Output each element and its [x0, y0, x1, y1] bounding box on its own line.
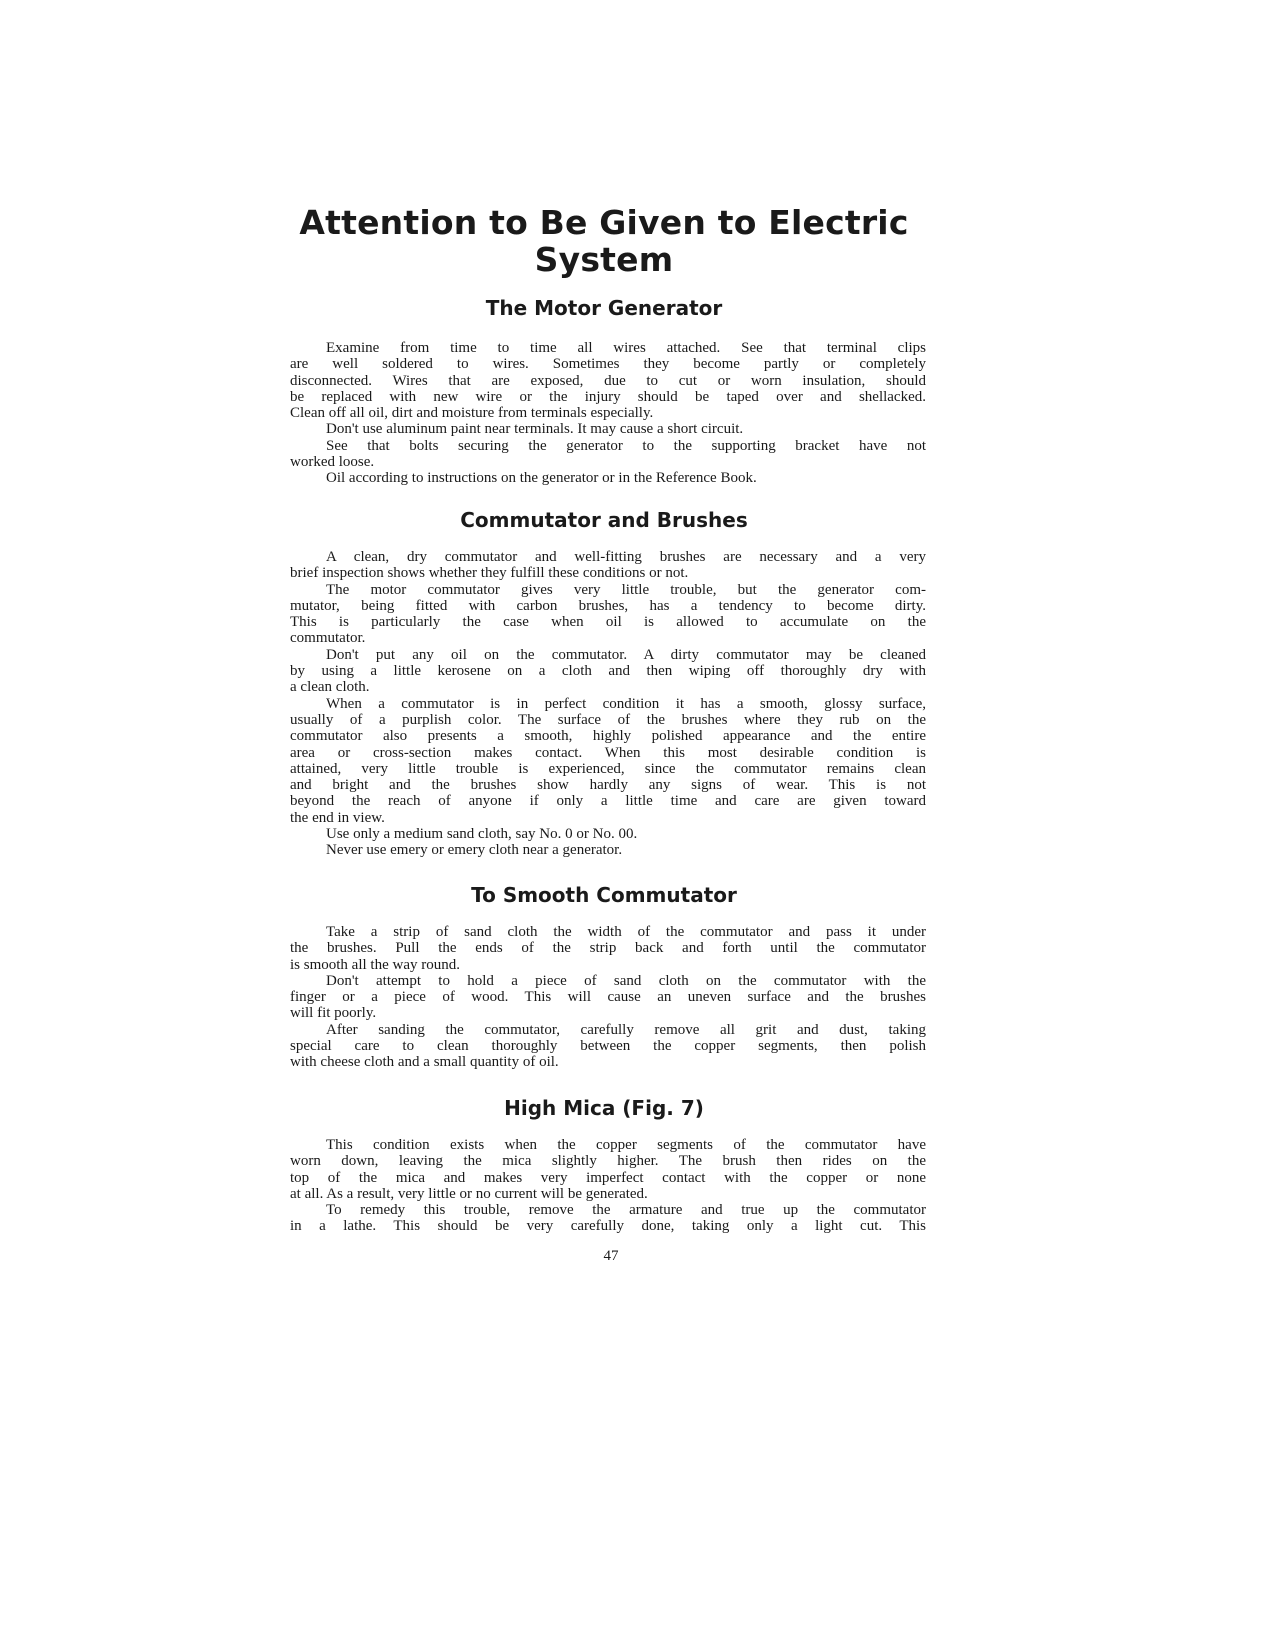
text-line: will fit poorly.: [290, 1005, 377, 1022]
paragraph: [290, 549, 926, 582]
paragraph: [290, 826, 926, 842]
text-line: mutator, being fitted with carbon brushes, has a tendency to become dirty.: [290, 597, 926, 614]
text-line: Never use emery or emery cloth near a generator.: [326, 842, 623, 859]
text-line: attained, very little trouble is experienced, since the commutator remains clean: [290, 760, 926, 777]
text-line: at all. As a result, very little or no current will be generated.: [290, 1185, 648, 1202]
text-line: Oil according to instructions on the generator or in the Reference Book.: [326, 470, 757, 487]
paragraph: [290, 1022, 926, 1071]
text-line: the brushes. Pull the ends of the strip back and forth until the commutator: [290, 940, 926, 957]
text-line: See that bolts securing the generator to the supporting bracket have not: [326, 437, 926, 454]
paragraph: [290, 647, 926, 696]
text-line: area or cross-section makes contact. When this most desirable condition is: [290, 744, 926, 761]
text-line: top of the mica and makes very imperfect contact with the copper or none: [290, 1169, 926, 1186]
text-line: commutator also presents a smooth, highly polished appearance and the entire: [290, 728, 926, 745]
paragraph: [290, 421, 926, 437]
section-heading-smooth-commutator: To Smooth Commutator: [471, 883, 737, 907]
text-line: commutator.: [290, 630, 366, 647]
text-line: brief inspection shows whether they fulfill these conditions or not.: [290, 565, 689, 582]
text-line: Take a strip of sand cloth the width of the commutator and pass it under: [326, 924, 926, 940]
text-line: Don't attempt to hold a piece of sand cloth on the commutator with the: [326, 972, 926, 989]
text-line: is smooth all the way round.: [290, 956, 460, 973]
text-line: This condition exists when the copper segments of the commutator have: [326, 1137, 926, 1153]
text-line: beyond the reach of anyone if only a little time and care are given toward: [290, 793, 926, 810]
text-line: To remedy this trouble, remove the armature and true up the commutator: [326, 1202, 926, 1219]
text-line: A clean, dry commutator and well-fitting brushes are necessary and a very: [326, 549, 926, 565]
text-line: Don't use aluminum paint near terminals. It may cause a short circuit.: [326, 421, 744, 438]
text-line: worked loose.: [290, 454, 375, 471]
text-line: Clean off all oil, dirt and moisture from terminals especially.: [290, 405, 654, 422]
section-body-motor-generator: [290, 340, 926, 487]
paragraph: [290, 340, 926, 421]
text-line: special care to clean thoroughly between the copper segments, then polish: [290, 1038, 926, 1055]
paragraph: [290, 842, 926, 858]
text-line: After sanding the commutator, carefully remove all grit and dust, taking: [326, 1021, 926, 1038]
paragraph: [290, 438, 926, 471]
section-body-smooth-commutator: [290, 924, 926, 1071]
paragraph: [290, 1202, 926, 1235]
text-line: Use only a medium sand cloth, say No. 0 or No. 00.: [326, 826, 638, 843]
text-line: in a lathe. This should be very carefully done, taking only a light cut. This: [290, 1218, 926, 1235]
paragraph: [290, 1137, 926, 1202]
text-line: Examine from time to time all wires attached. See that terminal clips: [326, 340, 926, 356]
section-body-commutator-brushes: [290, 549, 926, 859]
page-number: 47: [603, 1248, 619, 1264]
text-line: disconnected. Wires that are exposed, due to cut or worn insulation, should: [290, 372, 926, 389]
paragraph: [290, 924, 926, 973]
text-line: the end in view.: [290, 809, 385, 826]
text-line: usually of a purplish color. The surface of the brushes where they rub on the: [290, 711, 926, 728]
paragraph: [290, 582, 926, 647]
paragraph: [290, 470, 926, 486]
section-heading-high-mica: High Mica (Fig. 7): [504, 1096, 704, 1120]
section-heading-motor-generator: The Motor Generator: [485, 296, 723, 320]
text-line: The motor commutator gives very little trouble, but the generator com-: [326, 581, 926, 598]
text-line: and bright and the brushes show hardly any signs of wear. This is not: [290, 777, 926, 794]
text-line: a clean cloth.: [290, 679, 370, 696]
paragraph: [290, 973, 926, 1022]
text-line: are well soldered to wires. Sometimes they become partly or completely: [290, 356, 926, 373]
text-line: by using a little kerosene on a cloth and then wiping off thoroughly dry with: [290, 663, 926, 680]
section-heading-commutator-brushes: Commutator and Brushes: [460, 508, 748, 532]
paragraph: [290, 696, 926, 826]
text-line: be replaced with new wire or the injury should be taped over and shellacked.: [290, 388, 926, 405]
text-line: When a commutator is in perfect condition it has a smooth, glossy surface,: [326, 695, 926, 712]
text-line: with cheese cloth and a small quantity of oil.: [290, 1054, 559, 1071]
text-line: This is particularly the case when oil is allowed to accumulate on the: [290, 614, 926, 631]
text-line: finger or a piece of wood. This will cause an uneven surface and the brushes: [290, 989, 926, 1006]
text-line: worn down, leaving the mica slightly higher. The brush then rides on the: [290, 1153, 926, 1170]
section-body-high-mica: [290, 1137, 926, 1235]
text-line: Don't put any oil on the commutator. A dirty commutator may be cleaned: [326, 646, 926, 663]
page-title-line-2: System: [534, 240, 674, 279]
page-title-line-1: Attention to Be Given to Electric: [299, 203, 909, 242]
